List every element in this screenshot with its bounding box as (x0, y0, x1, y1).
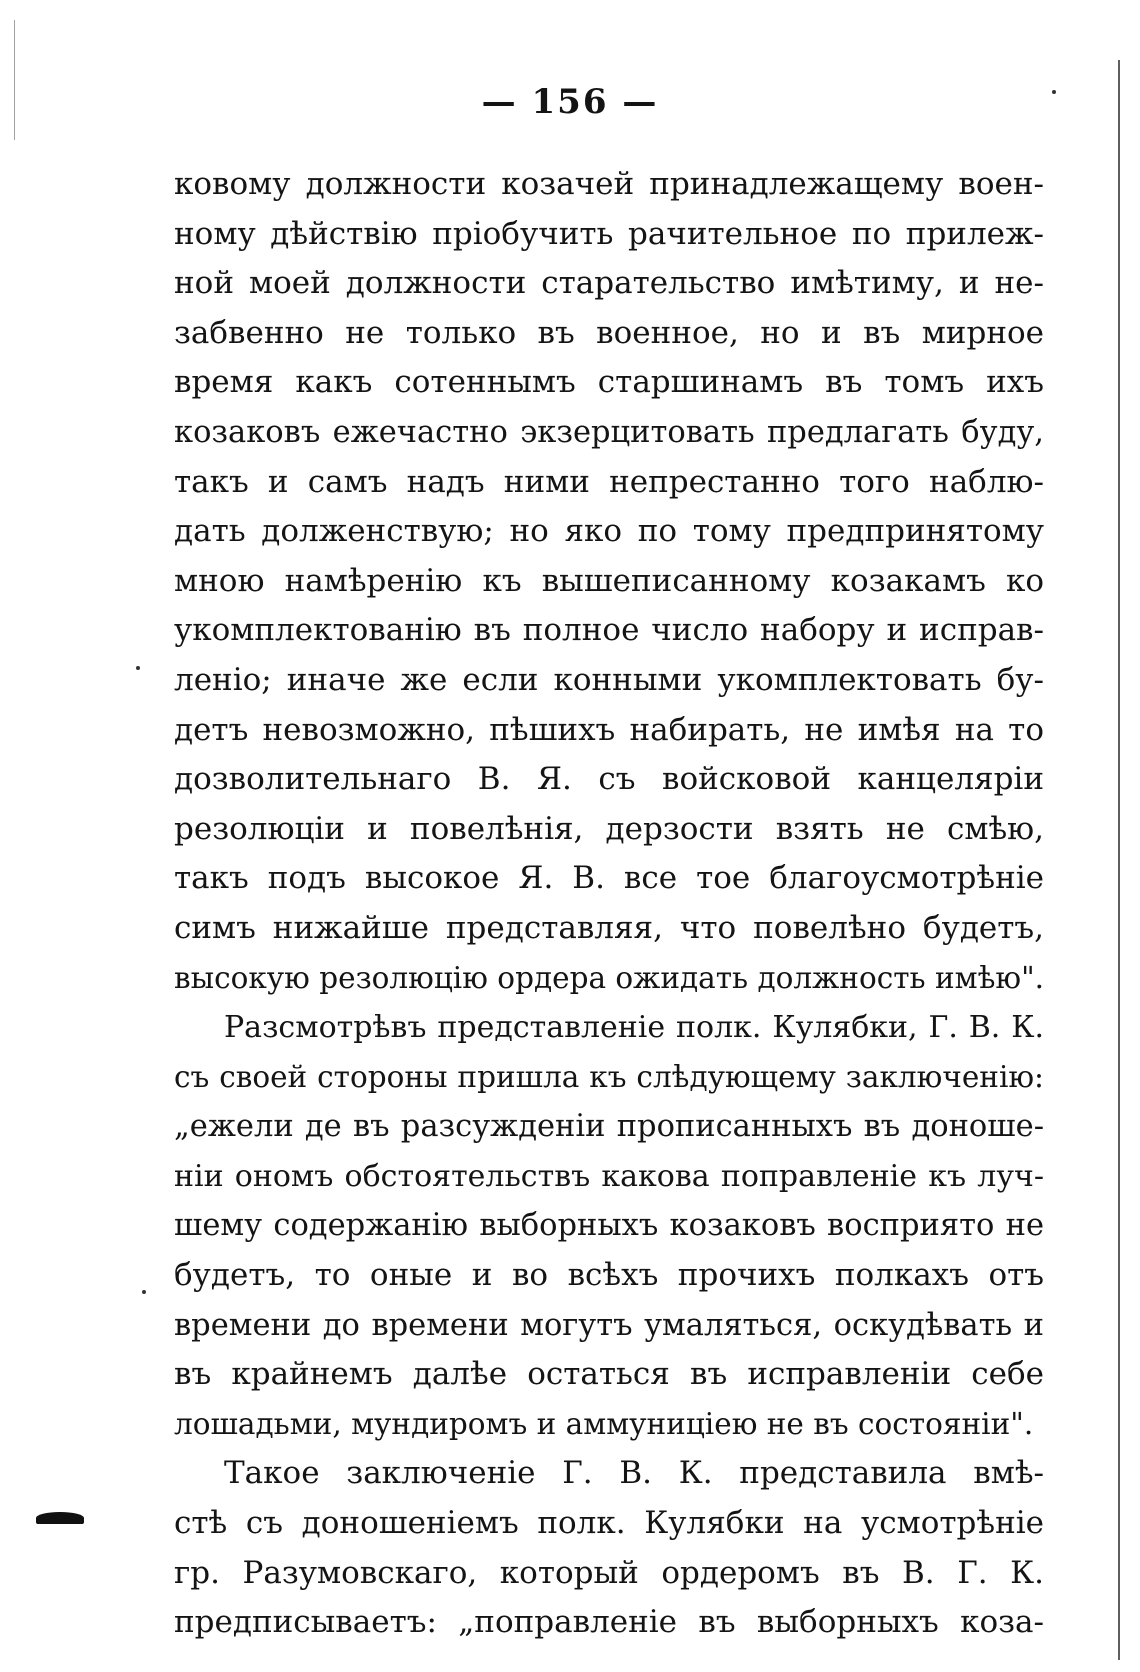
text-line: стѣ съ доношеніемъ полк. Кулябки на усмотрѣніе (174, 1505, 1044, 1542)
text-line: въ крайнемъ далѣе остаться въ исправленіи себе (174, 1356, 1044, 1393)
text-line: шему содержанію выборныхъ козаковъ восприято не (174, 1208, 1044, 1244)
text-line: Такое заключеніе Г. В. К. представила вмѣ- (224, 1455, 1044, 1492)
text-line: времени до времени могутъ умаляться, оскудѣвать и (174, 1307, 1044, 1343)
text-line: козаковъ ежечастно экзерцитовать предлагать буду, (174, 414, 1044, 450)
text-line: ному дѣйствію пріобучить рачительное по прилеж- (174, 215, 1044, 252)
text-line: лошадьми, мундиромъ и аммуниціею не въ состояніи". (174, 1406, 1034, 1441)
text-line: гр. Разумовскаго, который ордеромъ въ В. Г. К. (174, 1554, 1044, 1591)
text-line: дать долженствую; но яко по тому предпринятому (174, 513, 1044, 550)
ink-speck (1052, 90, 1056, 94)
text-line: съ своей стороны пришла къ слѣдующему заключенію: (174, 1059, 1044, 1094)
text-line: ніи ономъ обстоятельствъ какова поправленіе къ луч- (174, 1158, 1044, 1194)
text-line: симъ нижайше представляя, что повелѣно будетъ, (174, 909, 1044, 946)
text-line: „ежели де въ разсужденіи прописанныхъ въ доноше- (174, 1109, 1044, 1145)
right-edge-line (1118, 60, 1120, 1660)
text-line: укомплектованію въ полное число набору и исправ- (174, 612, 1044, 649)
text-line: забвенно не только въ военное, но и въ мирное (174, 314, 1044, 351)
margin-ink-mark (36, 1512, 84, 1524)
text-line: ковому должности козачей принадлежащему воен- (174, 166, 1044, 202)
text-line: дозволительнаго В. Я. съ войсковой канцеляріи (174, 761, 1044, 798)
text-line: леніо; иначе же если конными укомплектовать бу- (174, 661, 1044, 698)
body-text (174, 160, 1044, 1648)
text-line: такъ и самъ надъ ними непрестанно того наблю- (174, 463, 1044, 500)
ink-speck (142, 1290, 146, 1294)
text-line: предписываетъ: „поправленіе въ выборныхъ коза- (174, 1604, 1044, 1641)
page-number: — 156 — (481, 82, 659, 122)
text-line: мною намѣренію къ вышеписанному козакамъ ко (174, 562, 1044, 599)
text-line: Разсмотрѣвъ представленіе полк. Кулябки, Г. В. К. (224, 1010, 1044, 1046)
text-line: детъ невозможно, пѣшихъ набирать, не имѣя на то (174, 711, 1044, 748)
ink-speck (136, 666, 140, 670)
text-line: такъ подъ высокое Я. В. все тое благоусмотрѣніе (174, 860, 1044, 897)
left-edge-line (14, 20, 15, 140)
text-line: время какъ сотеннымъ старшинамъ въ томъ ихъ (174, 364, 1044, 401)
text-line: будетъ, то оные и во всѣхъ прочихъ полкахъ отъ (174, 1257, 1044, 1294)
text-line: высокую резолюцію ордера ожидать должность имѣю". (174, 960, 1044, 995)
text-line: резолюціи и повелѣнія, дерзости взять не смѣю, (174, 810, 1044, 847)
text-line: ной моей должности старательство имѣтиму, и не- (174, 265, 1044, 302)
